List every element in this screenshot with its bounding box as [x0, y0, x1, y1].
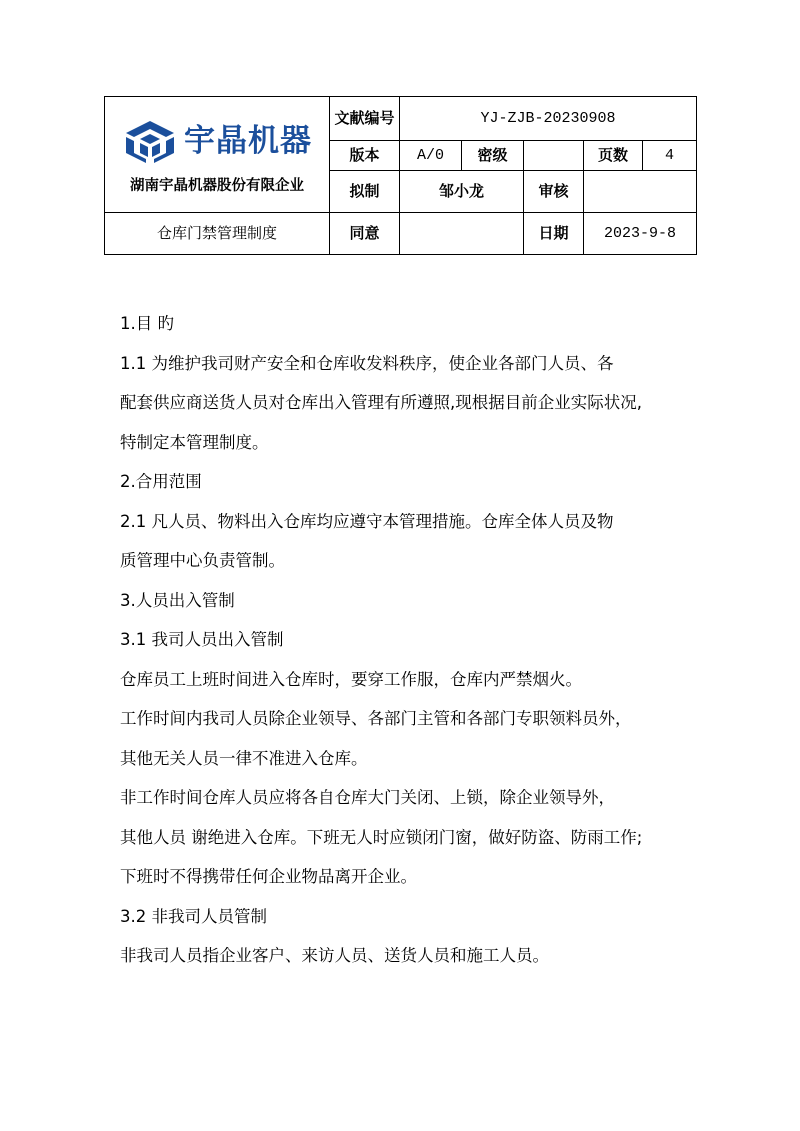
- version-label: 版本: [330, 141, 400, 171]
- body-line: 3.1 我司人员出入管制: [120, 630, 284, 649]
- doc-no-label: 文献编号: [330, 97, 400, 141]
- body-line: 2.1 凡人员、物料出入仓库均应遵守本管理措施。仓库全体人员及物: [120, 511, 614, 531]
- review-value: [584, 171, 697, 213]
- body-line: 特制定本管理制度。: [120, 432, 269, 452]
- header-table: [104, 96, 697, 255]
- body-line: 非工作时间仓库人员应将各自仓库大门关闭、上锁，除企业领导外，: [120, 788, 615, 807]
- body-line: 3.人员出入管制: [120, 590, 235, 610]
- drafted-value: 邹小龙: [400, 171, 524, 213]
- body-line: 其他人员 谢绝进入仓库。下班无人时应锁闭门窗，做好防盗、防雨工作;: [120, 827, 643, 847]
- secret-label: 密级: [462, 141, 524, 171]
- document-body: [120, 304, 690, 976]
- body-line: 其他无关人员一律不准进入仓库。: [120, 748, 368, 768]
- date-label: 日期: [524, 213, 584, 255]
- pages-label: 页数: [584, 141, 643, 171]
- body-line: 下班时不得携带任何企业物品离开企业。: [120, 867, 417, 886]
- version-value: A/0: [400, 141, 462, 171]
- company-logo: [105, 119, 329, 163]
- logo-cube-icon: [122, 119, 178, 163]
- body-line: 仓库员工上班时间进入仓库时，要穿工作服，仓库内严禁烟火。: [120, 669, 582, 689]
- drafted-label: 拟制: [330, 171, 400, 213]
- pages-value: 4: [643, 141, 697, 171]
- body-line: 质管理中心负责管制。: [120, 551, 285, 570]
- body-line: 配套供应商送货人员对仓库出入管理有所遵照,现根据目前企业实际状况,: [120, 393, 642, 412]
- body-line: 3.2 非我司人员管制: [120, 906, 267, 926]
- approve-label: 同意: [330, 213, 400, 255]
- review-label: 审核: [524, 171, 584, 213]
- secret-value: [524, 141, 584, 171]
- date-value: 2023-9-8: [584, 213, 697, 255]
- approve-value: [400, 213, 524, 255]
- body-line: 1.目 旳: [120, 314, 174, 333]
- body-line: 非我司人员指企业客户、来访人员、送货人员和施工人员。: [120, 946, 549, 965]
- body-line: 2.合用范围: [120, 472, 202, 491]
- body-line: 工作时间内我司人员除企业领导、各部门主管和各部门专职领料员外，: [120, 709, 632, 728]
- logo-text: 宇晶机器: [184, 122, 312, 159]
- body-line: 1.1 为维护我司财产安全和仓库收发料秩序，使企业各部门人员、各: [120, 353, 614, 373]
- logo-cell: [105, 97, 330, 213]
- doc-no-value: YJ-ZJB-20230908: [400, 97, 697, 141]
- company-name: 湖南宇晶机器股份有限企业: [130, 178, 304, 194]
- doc-title: 仓库门禁管理制度: [105, 213, 330, 255]
